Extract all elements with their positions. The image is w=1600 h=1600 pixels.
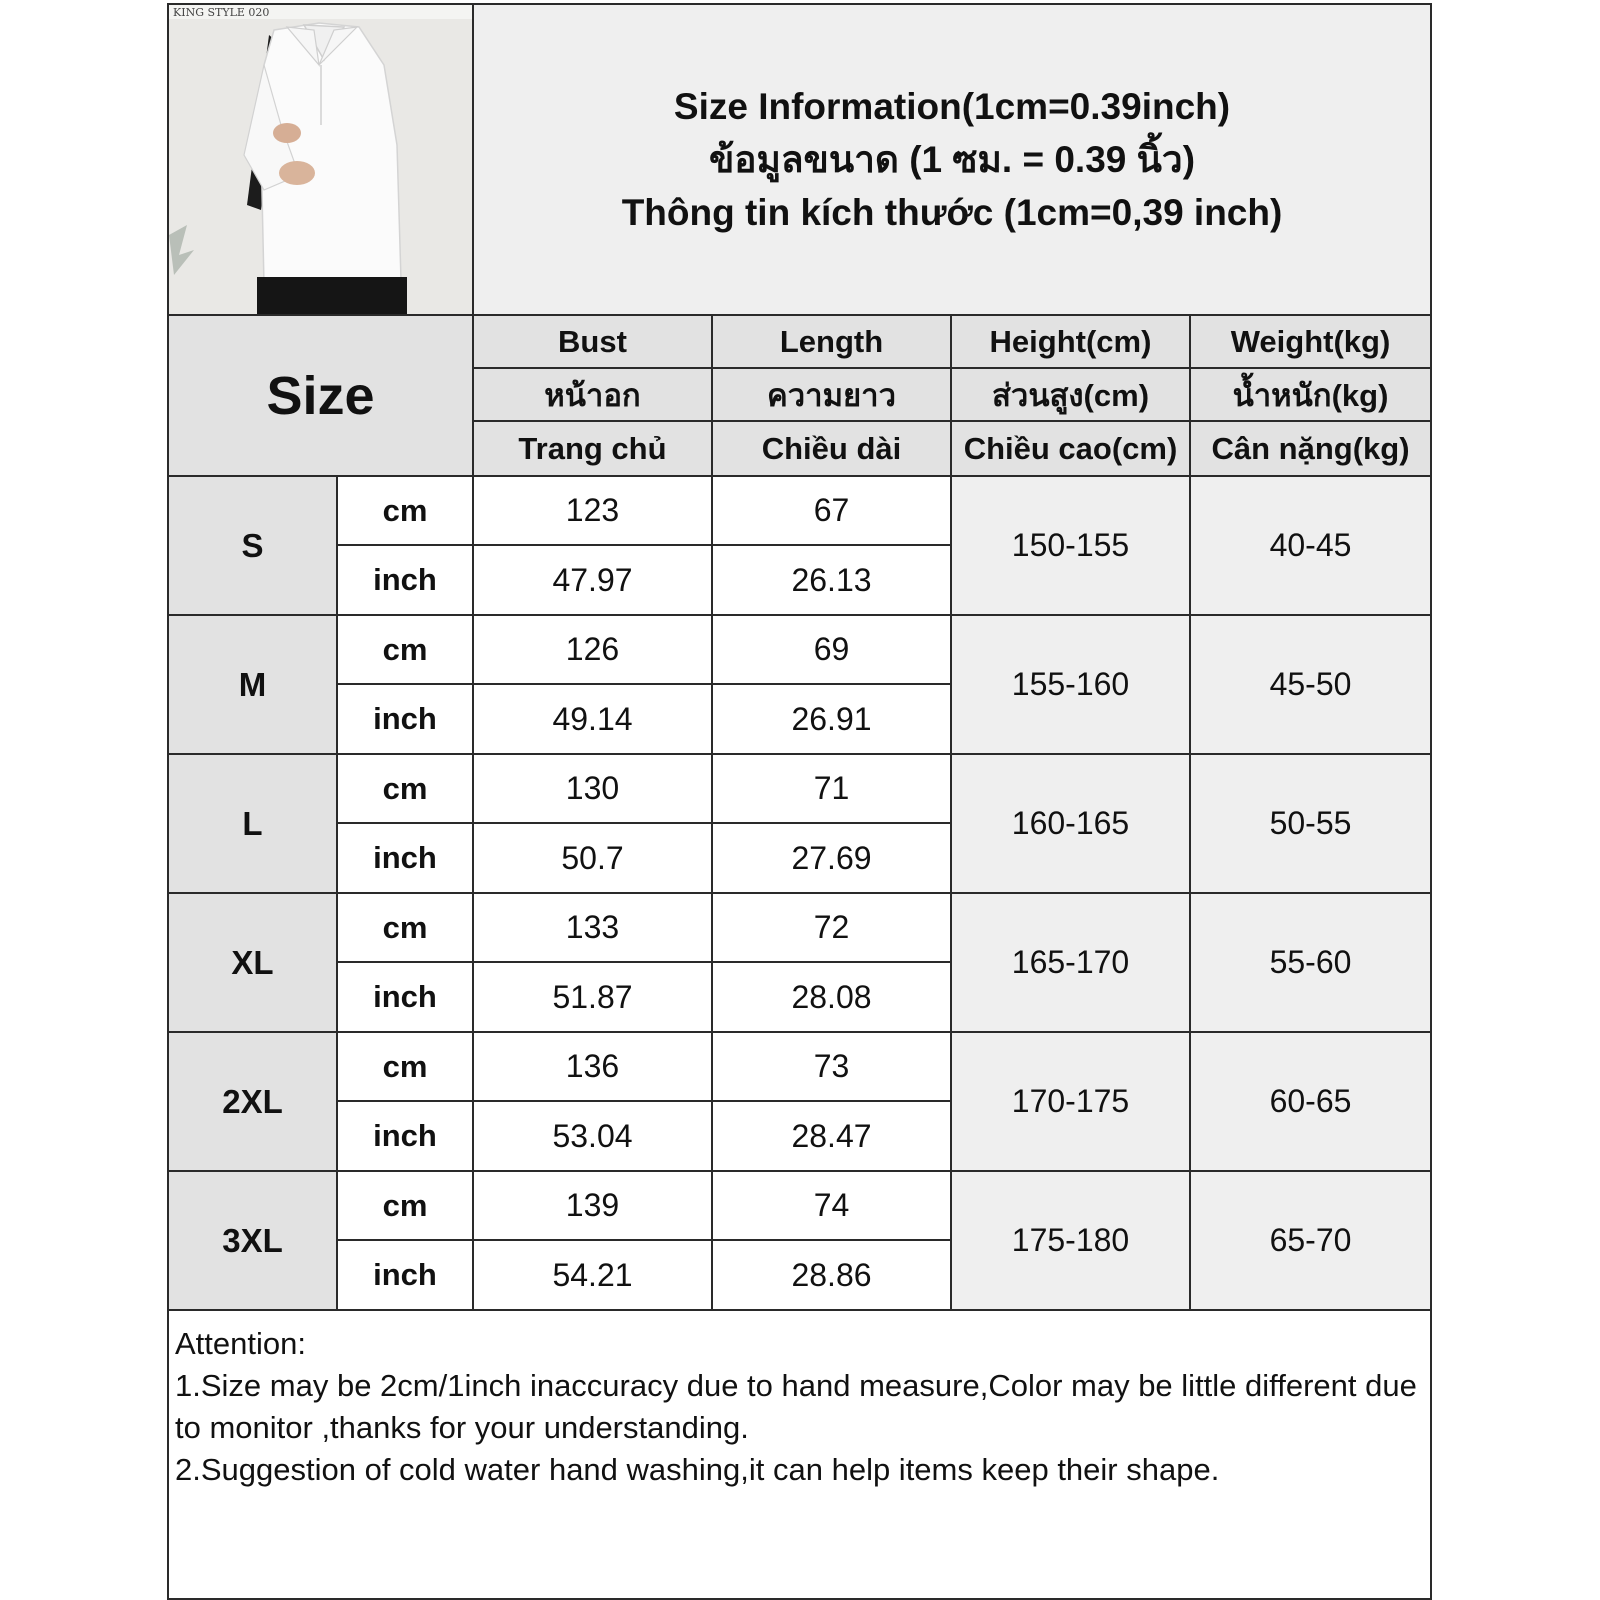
height-range-value: 175-180 — [952, 1172, 1189, 1309]
grid-hline — [336, 822, 952, 824]
unit-cm-label: cm — [338, 1172, 472, 1239]
length-inch-value: 28.08 — [713, 963, 950, 1031]
unit-cm-label: cm — [338, 616, 472, 683]
length-cm-value: 72 — [713, 894, 950, 961]
grid-hline — [169, 1309, 1430, 1311]
bust-cm-value: 133 — [474, 894, 711, 961]
bust-inch-value: 53.04 — [474, 1102, 711, 1170]
product-photo — [169, 5, 472, 314]
bust-cm-value: 136 — [474, 1033, 711, 1100]
grid-hline — [336, 1239, 952, 1241]
photo-watermark: KING STYLE 020 — [173, 6, 270, 19]
unit-inch-label: inch — [338, 685, 472, 753]
bust-inch-value: 49.14 — [474, 685, 711, 753]
grid-hline — [169, 892, 1430, 894]
bust-cm-value: 139 — [474, 1172, 711, 1239]
height-header-en: Height(cm) — [952, 316, 1189, 367]
weight-range-value: 45-50 — [1191, 616, 1430, 753]
weight-range-value: 65-70 — [1191, 1172, 1430, 1309]
grid-vline — [472, 5, 474, 1311]
note-measurement: 1.Size may be 2cm/1inch inaccuracy due to hand measure,Color may be little different due to monitor ,thanks for your understanding. — [175, 1368, 1417, 1445]
length-header-en: Length — [713, 316, 950, 367]
length-cm-value: 73 — [713, 1033, 950, 1100]
size-name: 2XL — [169, 1033, 336, 1170]
size-chart — [167, 3, 1432, 1600]
length-inch-value: 26.91 — [713, 685, 950, 753]
length-cm-value: 74 — [713, 1172, 950, 1239]
bust-inch-value: 51.87 — [474, 963, 711, 1031]
weight-range-value: 40-45 — [1191, 477, 1430, 614]
grid-hline — [169, 475, 1430, 477]
weight-header-en: Weight(kg) — [1191, 316, 1430, 367]
grid-vline — [336, 477, 338, 1311]
size-name: L — [169, 755, 336, 892]
grid-vline — [711, 314, 713, 1311]
title-area — [474, 5, 1430, 314]
bust-cm-value: 130 — [474, 755, 711, 822]
size-name: M — [169, 616, 336, 753]
grid-hline — [336, 1100, 952, 1102]
bust-cm-value: 123 — [474, 477, 711, 544]
length-inch-value: 28.47 — [713, 1102, 950, 1170]
weight-header-vi: Cân nặng(kg) — [1191, 422, 1430, 475]
length-cm-value: 69 — [713, 616, 950, 683]
height-range-value: 170-175 — [952, 1033, 1189, 1170]
grid-hline — [169, 614, 1430, 616]
size-name: XL — [169, 894, 336, 1031]
length-cm-value: 71 — [713, 755, 950, 822]
note-washing: 2.Suggestion of cold water hand washing,it can help items keep their shape. — [175, 1452, 1220, 1487]
height-header-th: ส่วนสูง(cm) — [952, 369, 1189, 420]
bust-cm-value: 126 — [474, 616, 711, 683]
grid-hline — [169, 314, 1430, 316]
length-inch-value: 28.86 — [713, 1241, 950, 1309]
unit-inch-label: inch — [338, 1102, 472, 1170]
bust-inch-value: 50.7 — [474, 824, 711, 892]
length-cm-value: 67 — [713, 477, 950, 544]
weight-header-th: น้ำหนัก(kg) — [1191, 369, 1430, 420]
model-shirt-image — [169, 5, 472, 314]
weight-range-value: 55-60 — [1191, 894, 1430, 1031]
grid-hline — [169, 1031, 1430, 1033]
grid-hline — [336, 544, 952, 546]
unit-inch-label: inch — [338, 824, 472, 892]
size-name: 3XL — [169, 1172, 336, 1309]
bust-inch-value: 54.21 — [474, 1241, 711, 1309]
bust-header-th: หน้าอก — [474, 369, 711, 420]
grid-hline — [169, 753, 1430, 755]
height-header-vi: Chiều cao(cm) — [952, 422, 1189, 475]
height-range-value: 165-170 — [952, 894, 1189, 1031]
weight-range-value: 50-55 — [1191, 755, 1430, 892]
unit-inch-label: inch — [338, 963, 472, 1031]
length-inch-value: 26.13 — [713, 546, 950, 614]
bust-header-vi: Trang chủ — [474, 422, 711, 475]
size-header: Size — [266, 365, 375, 426]
grid-hline — [336, 683, 952, 685]
unit-cm-label: cm — [338, 477, 472, 544]
unit-cm-label: cm — [338, 894, 472, 961]
note-heading: Attention: — [175, 1326, 306, 1361]
attention-notes — [175, 1323, 1425, 1491]
title-thai: ข้อมูลขนาด (1 ซม. = 0.39 นิ้ว) — [708, 139, 1196, 180]
unit-inch-label: inch — [338, 1241, 472, 1309]
height-range-value: 155-160 — [952, 616, 1189, 753]
bust-header-en: Bust — [474, 316, 711, 367]
grid-hline — [169, 1170, 1430, 1172]
bust-inch-value: 47.97 — [474, 546, 711, 614]
title-vietnamese: Thông tin kích thước (1cm=0,39 inch) — [621, 192, 1283, 233]
unit-cm-label: cm — [338, 1033, 472, 1100]
unit-cm-label: cm — [338, 755, 472, 822]
length-header-vi: Chiều dài — [713, 422, 950, 475]
length-header-th: ความยาว — [713, 369, 950, 420]
height-range-value: 150-155 — [952, 477, 1189, 614]
size-name: S — [169, 477, 336, 614]
length-inch-value: 27.69 — [713, 824, 950, 892]
grid-vline — [1189, 314, 1191, 1311]
grid-vline — [950, 314, 952, 1311]
title-english: Size Information(1cm=0.39inch) — [673, 86, 1231, 127]
height-range-value: 160-165 — [952, 755, 1189, 892]
size-header-cell — [169, 316, 472, 475]
grid-hline — [336, 961, 952, 963]
unit-inch-label: inch — [338, 546, 472, 614]
weight-range-value: 60-65 — [1191, 1033, 1430, 1170]
